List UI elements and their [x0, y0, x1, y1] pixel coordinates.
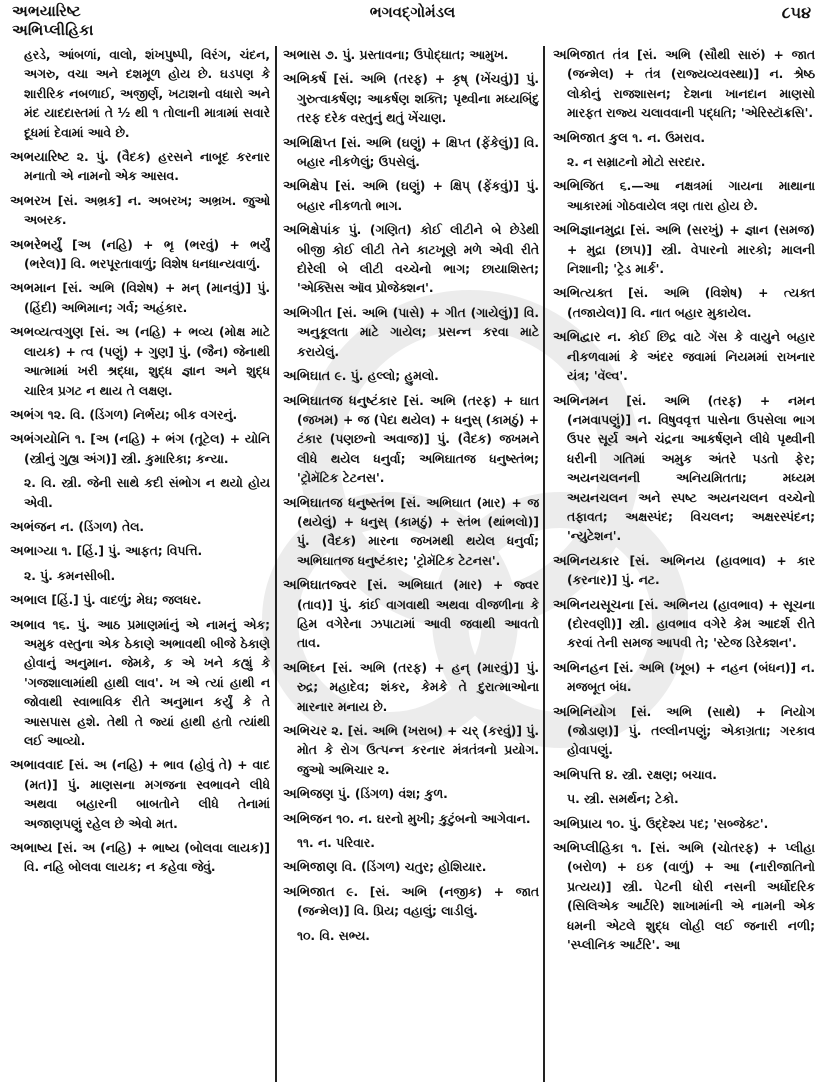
dictionary-entry	[553, 552, 815, 591]
dictionary-column-3	[553, 46, 815, 1086]
dictionary-entry	[553, 177, 815, 216]
column-divider	[543, 46, 545, 1082]
entry-definition: [સં. અભિ (તરફ) + ઘાત (જખમ) + જ (પેદા થયેલ) + ધનુસ્ (કામઠું) + ટંકાર (પણછનો અવાજ)] પું. (વૈદક) જખમને લીધે થયેલ ધનુર્વા; અભિઘાતજ ધનુષ્સ્તંભ; 'ટ્રોમૅટિક ટેટનસ'.	[297, 393, 539, 486]
entry-definition: ૯. [સં. અભિ (નજીક) + જાત (જન્મેલ)] વિ. પ્રિય; વહાલું; લાડીલું.	[297, 884, 539, 919]
entry-definition: ન. (ડિંગળ) તેલ.	[60, 519, 145, 534]
entry-headword: અભિઘાત	[283, 369, 331, 385]
entry-headword: અભિકર્ષ	[283, 72, 327, 88]
entry-headword: અભમાન	[10, 281, 57, 297]
dictionary-entry	[553, 46, 815, 124]
dictionary-entry	[283, 883, 539, 922]
entry-definition: ૨. પું. (વૈદક) હરસને નાબૂદ કરનાર મનાતો એ નામનો એક આસવ.	[24, 150, 270, 184]
entry-definition: [સં. અ (નહિ) + ભાવ (હોવું તે) + વાદ (મત)] પું. માણસના મગજના સ્વભાવને લીધે અથવા બહારની બાબતોને લીધે તેનામાં અજાણપણું રહેલ છે એવો મત.	[24, 758, 270, 831]
entry-definition: ૧. [અ (નહિ) + ભંગ (તૂટેલ) + યોનિ (સ્ત્રીનું ગુહ્ય અંગ)] સ્ત્રી. કુમારિકા; કન્યા.	[24, 432, 270, 466]
entry-definition: [સં. અભિ (તરફ) + હન્ (મારવું)] પું. રુદ્ર; મહાદેવ; શંકર, કેમકે તે દુરાત્માઓના મારનાર મનાય છે.	[297, 660, 539, 714]
dictionary-entry	[283, 46, 539, 65]
dictionary-entry	[553, 328, 815, 386]
dictionary-entry	[553, 129, 815, 148]
entry-headword: અભવ્યત્વગુણ	[10, 325, 84, 341]
dictionary-entry	[10, 756, 270, 834]
dictionary-entry	[553, 703, 815, 761]
dictionary-entry	[10, 236, 270, 275]
entry-definition: ૨. ન સમ્રાટનો મોટો સરદાર.	[567, 155, 706, 170]
entry-headword: અભાવ	[10, 617, 46, 633]
dictionary-entry	[553, 392, 815, 547]
entry-headword: અભરેભર્યું	[10, 237, 62, 253]
entry-headword: અભિઘાતજ્વર	[283, 578, 357, 594]
dictionary-entry	[553, 284, 815, 323]
entry-headword: અભિત્યક્ત	[553, 286, 613, 302]
dictionary-entry	[283, 494, 539, 572]
entry-definition: [સં. અભિ (પાસે) + ગીત (ગાયેલું)] વિ. અનુકૂલતા માટે ગાયેલ; પ્રસન્ન કરવા માટે કરાયેલું.	[297, 305, 539, 359]
entry-headword: અભાલ	[10, 593, 48, 609]
dictionary-entry	[283, 304, 539, 362]
dictionary-column-2	[283, 46, 539, 1086]
dictionary-entry	[283, 722, 539, 780]
entry-definition: [સં. અભિ (ઘણું) + ક્ષિપ્ત (ફેંકેલું)] વિ. બહાર નીકળેલું; ઉપસેલું.	[297, 135, 539, 170]
entry-definition: [સં. અભિ (સૌથી સારું) + જાત (જન્મેલ) + તંત્ર (રાજ્યવ્યવસ્થા)] ન. શ્રેષ્ઠ લોકોનું રાજશાસન; દેશના ખાનદાન માણસો મારફત રાજ્ય ચલાવવાની પદ્ધતિ; 'એરિસ્ટૉક્રસિ'.	[567, 48, 815, 121]
entry-headword: અભિનયકાર	[553, 553, 620, 569]
entry-headword: અભિગીત	[283, 305, 332, 321]
entry-headword: અભિપત્તિ	[553, 767, 602, 783]
entry-headword: અભિજિત	[553, 179, 604, 195]
entry-definition: ૧. ન. ઉમરાવ.	[632, 130, 706, 145]
dictionary-entry	[283, 134, 539, 173]
dictionary-entry	[10, 839, 270, 878]
entry-headword: અભિક્ષિપ્ત	[283, 135, 337, 151]
dictionary-entry	[553, 766, 815, 785]
dictionary-entry	[10, 591, 270, 610]
entry-definition: [સં. અભિ (સાથે) + નિયોગ (જોડાણ)] પું. તલ્લીનપણું; એકાગ્રતા; ગરકાવ હોવાપણું.	[567, 704, 815, 758]
dictionary-entry	[10, 474, 270, 513]
dictionary-entry	[10, 192, 270, 231]
dictionary-entry	[10, 567, 270, 586]
entry-headword: અભિનહન	[553, 660, 609, 676]
entry-headword: અભિદ્વાર	[553, 330, 601, 346]
dictionary-entry	[10, 148, 270, 187]
entry-headword: અભાવવાદ	[10, 758, 64, 774]
entry-definition: ૧૧. ન. પરિવાર.	[297, 836, 375, 851]
entry-headword: અભરખ	[10, 193, 52, 209]
dictionary-entry	[553, 815, 815, 834]
entry-definition: વિ. (ડિંગળ) ચતુર; હોશિયાર.	[341, 860, 487, 875]
entry-headword: અભિક્ષેપ	[283, 179, 328, 195]
guide-word-first: અભયારિષ્ટ	[12, 2, 81, 20]
dictionary-entry	[283, 659, 539, 717]
entry-definition: [સં. અભિ (ખૂબ) + નહન (બંધન)] ન. મજબૂત બંધ.	[567, 660, 815, 695]
entry-definition: ૫. સ્ત્રી. સમર્થન; ટેકો.	[567, 792, 679, 807]
dictionary-entry	[10, 430, 270, 469]
entry-headword: અભિનિયોગ	[553, 704, 616, 720]
entry-headword: અભિક્ષેપાંક	[283, 223, 341, 239]
entry-definition: [સં. અભિનય (હાવભાવ) + સૂચના (દોરવણી)] સ્ત્રી. હાવભાવ વગેરે કેમ આદર્શ રીતે કરવાં તેની સમજ આપવી તે; 'સ્ટેજ ડિરેક્શન'.	[567, 597, 815, 651]
entry-headword: અભિપ્લીહિકા	[553, 841, 624, 857]
entry-definition: [અ (નહિ) + ભૃ (ભરવું) + ભર્યું (ભરેલ)] વિ. ભરપૂરતાવાળું; વિશેષ ધનધાન્યવાળું.	[24, 237, 270, 272]
guide-word-last: અભિપ્લીહિકા	[12, 21, 94, 39]
entry-definition: [સં. અભિ (તરફ) + કૃષ્ (ખેંચવું)] પું. ગુરુત્વાકર્ષણ; આકર્ષણ શક્તિ; પૃથ્વીના મધ્યબિંદુ તરફ દરેક વસ્તુનું થતું ખેંચાણ.	[297, 72, 539, 126]
entry-headword: અભિજાત કુલ	[553, 130, 628, 146]
entry-definition: ૧૦. વિ. સભ્ય.	[297, 928, 370, 943]
dictionary-entry	[10, 279, 270, 318]
entry-definition: ૧. [સં. અભિ (ચોતરફ) + પ્લીહા (બરોળ) + ઇક (વાળું) + આ (નારીજાતિનો પ્રત્યય)] સ્ત્રી. પેટની ધોરી નસની અર્ધોદરિક (સિલિએક આર્ટરિ) શાખામાંની એ નામની એક ધમની એટલે શુદ્ધ લોહી લઈ જનારી નળી; 'સ્પ્લીનિક આર્ટરિ'. આ	[567, 841, 815, 953]
entry-definition: [હિં.] પું. વાદળું; મેઘ; જલધર.	[51, 593, 202, 608]
entry-headword: અભિજાત તંત્ર	[553, 48, 630, 63]
entry-headword: અભિજણ	[283, 787, 334, 803]
book-title: ભગવદ્ગોમંડલ	[369, 3, 456, 21]
entry-headword: અભિજાત	[283, 884, 335, 900]
entry-headword: અભિનમન	[553, 393, 609, 409]
entry-definition: [સં. અ (નહિ) + ભાષ્ય (બોલવા લાયક)] વિ. નહિ બોલવા લાયક; ન કહેવા જેવું.	[24, 841, 270, 875]
entry-definition: ૧૨. વિ. (ડિંગળ) નિર્ભય; બીક વગરનું.	[47, 407, 238, 422]
dictionary-entry	[283, 367, 539, 386]
entry-definition: ૨. [સં. અભિ (ખરાબ) + ચર્ (કરવું)] પું. મોત કે રોગ ઉત્પન્ન કરનાર મંત્રતંત્રનો પ્રયોગ. જુઓ અભિચાર ૨.	[297, 724, 539, 777]
entry-headword: અભિનયસૂચના	[553, 597, 634, 613]
dictionary-entry	[283, 834, 539, 853]
dictionary-column-1	[10, 46, 270, 1086]
entry-definition: [સં. અભિ (તરફ) + નમન (નમવાપણું)] ન. વિષુવવૃત્ત પાસેના ઉપસેલા ભાગ ઉપર સૂર્ય અને ચંદ્રના આકર્ષણને લીધે પૃથ્વીની ધરીની ગતિમાં અમુક અંતરે પડતો ફેર; અયનચલનની અનિયમિતતા; મધ્યમ અયનચલન અને સ્પષ્ટ અયનચલન વચ્ચેનો તફાવત; અક્ષસ્પંદ; વિચલન; અક્ષરસ્પંદન; 'ન્યુટેશન'.	[567, 393, 815, 544]
entry-definition: ૨. વિ. સ્ત્રી. જેની સાથે કદી સંભોગ ન થયો હોય એવી.	[24, 476, 270, 510]
entry-headword: અભાષ્ય	[10, 841, 53, 857]
entry-headword: અભિઘાતજ ધનુષ્સ્તંભ	[283, 495, 395, 511]
entry-definition: [સં. અભિઘાત (માર) + જ (થયેલું) + ધનુસ્ (કામઠું) + સ્તંભ (થાંભલો)] પું. (વૈદક) મારના જખમથી થયેલ ધનુર્વા; અભિઘાતજ ધનુષ્ટંકાર; 'ટ્રોમૅટિક ટેટનસ'.	[297, 495, 539, 568]
entry-definition: હરડે, આંબળાં, વાલો, શંખપુષ્પી, વિરંગ, ચંદન, અગરુ, વચા અને દશમૂળ હોય છે. ઘડપણ કે શારીરિક નબળાઈ, અજીર્ણ, ખટાશનો વધારો અને મંદ યાદદાસ્તમાં તે ½ થી ૧ તોલાની માત્રામાં સવારે દૂધમાં દેવામાં આવે છે.	[24, 48, 270, 140]
entry-definition: ૧૦. ન. ઘરનો મુખી; કુટુંબનો આગેવાન.	[336, 811, 531, 826]
dictionary-entry	[10, 518, 270, 537]
dictionary-entry	[283, 177, 539, 216]
entry-headword: અભિઘાતજ ધનુષ્ટંકાર	[283, 393, 398, 409]
dictionary-entry	[10, 323, 270, 401]
dictionary-entry	[10, 406, 270, 425]
dictionary-entry	[283, 810, 539, 829]
entry-definition: ૧૬. પું. આઠ પ્રમાણમાંનું એ નામનું એક; અમુક વસ્તુના એક ઠેકાણે અભાવથી બીજે ઠેકાણે હોવાનું અનુમાન. જેમકે, ક એ ખને કહ્યું કે 'ગજશાલામાંથી હાથી લાવ'. ખ એ ત્યાં હાથી ન જોવાથી સ્વાભાવિક રીતે અનુમાન કર્યું કે તે આસપાસ હશે. તેથી તે જ્યાં હાથી હતો ત્યાંથી લઈ આવ્યો.	[24, 617, 270, 748]
entry-headword: અભાગ્યા	[10, 544, 58, 560]
dictionary-entry	[553, 153, 815, 172]
dictionary-entry	[553, 596, 815, 654]
entry-definition: [સં. અભ્રક] ન. અબરખ; અભ્રખ. જુઓ અબરક.	[24, 193, 270, 228]
entry-definition: ૧૦. પું. ઉદ્દેશ્ય પદ; 'સબ્જેક્ટ'.	[606, 816, 769, 831]
entry-headword: અભયારિષ્ટ	[10, 150, 70, 166]
entry-headword: અભિચર	[283, 724, 328, 739]
entry-headword: અભંગ	[10, 407, 44, 423]
page-number: ૮૫૪	[781, 3, 811, 22]
entry-headword: અભંગયોનિ	[10, 432, 70, 448]
dictionary-entry	[283, 858, 539, 877]
entry-headword: અભિઘ્ન	[283, 660, 326, 676]
entry-definition: [સં. અભિ (વિશેષ) + મન્ (માનવું)] પું. (હિંદી) અભિમાન; ગર્વ; અહંકાર.	[24, 281, 270, 315]
entry-definition: ૬.—આ નક્ષત્રમાં ગાયના માથાના આકારમાં ગોઠવાયેલ ત્રણ તારા હોય છે.	[567, 179, 815, 213]
dictionary-entry	[553, 659, 815, 698]
dictionary-entry	[553, 221, 815, 279]
entry-definition: ૯. પું. હલ્લો; હુમલો.	[334, 369, 439, 384]
dictionary-entry	[10, 46, 270, 143]
entry-definition: પું. (ડિંગળ) વંશ; કુળ.	[337, 787, 448, 802]
entry-headword: અભિપ્રાય	[553, 816, 603, 832]
dictionary-entry	[553, 839, 815, 955]
dictionary-entry	[283, 576, 539, 654]
entry-headword: અભંજન	[10, 519, 56, 535]
entry-definition: [સં. અભિઘાત (માર) + જ્વર (તાવ)] પું. કાંઈ વાગવાથી અથવા વીજળીના કે હિમ વગેરેના ઝપાટામાં આવી જવાથી આવતો તાવ.	[297, 578, 539, 651]
entry-definition: ૨. પું. કમનસીબી.	[24, 568, 116, 583]
entry-definition: ૪. સ્ત્રી. રક્ષણ; બચાવ.	[605, 767, 717, 782]
dictionary-entry	[553, 790, 815, 809]
entry-headword: અભિજાણ	[283, 860, 338, 876]
entry-definition: [સં. અભિ (વિશેષ) + ત્યક્ત (તજાયેલ)] વિ. નાત બહાર મુકાયેલ.	[567, 286, 815, 320]
entry-definition: [સં. અભિ (સરખું) + જ્ઞાન (સમજ) + મુદ્રા (છાપ)] સ્ત્રી. વેપારનો મારકો; માલની નિશાની; 'ટ્રેડ માર્ક'.	[567, 223, 815, 277]
dictionary-entry	[283, 785, 539, 804]
page-header	[0, 0, 825, 44]
dictionary-entry	[283, 927, 539, 946]
dictionary-entry	[283, 221, 539, 299]
entry-definition: [સં. અભિનય (હાવભાવ) + કાર (કરનાર)] પું. નટ.	[567, 553, 815, 588]
entry-definition: ૧. [હિં.] પું. આફત; વિપત્તિ.	[61, 544, 203, 559]
entry-definition: પું. (ગણિત) કોઈ લીટીને બે છેડેથી બીજી કોઈ લીટી તેને કાટખૂણે મળે એવી રીતે દોરેલી બે લીટી વચ્ચેનો ભાગ; છાયાશિસ્ત; 'એક્સિસ ઑવ પ્રોજેક્શન'.	[297, 223, 539, 296]
entry-definition: ન. કોઈ છિદ્ર વાટે ગૅસ કે વાયુને બહાર નીકળવામાં કે અંદર જવામાં નિયમમાં રાખનાર યંત્ર; 'વૅલ્વ'.	[567, 330, 815, 384]
column-divider	[275, 46, 277, 1082]
entry-headword: અભિજ્ઞાનમુદ્રા	[553, 223, 625, 239]
dictionary-entry	[283, 392, 539, 489]
entry-headword: અભાસ	[283, 48, 321, 63]
dictionary-entry	[10, 616, 270, 752]
dictionary-entry	[283, 70, 539, 128]
entry-definition: [સં. અભિ (ઘણું) + ક્ષિપ્ (ફેંકવું)] પું. બહાર નીકળતો ભાગ.	[297, 179, 539, 213]
dictionary-entry	[10, 542, 270, 561]
entry-definition: [સં. અ (નહિ) + ભવ્ય (મોક્ષ માટે લાયક) + ત્વ (પણું) + ગુણ] પું. (જૈન) જેનાથી આત્મામાં ખરી શ્રદ્ધા, શુદ્ધ જ્ઞાન અને શુદ્ધ ચારિત્ર પ્રગટ ન થાય તે લક્ષણ.	[24, 325, 270, 398]
entry-headword: અભિજન	[283, 811, 332, 827]
entry-definition: ૭. પું. પ્રસ્તાવના; ઉપોદ્ઘાત; આમુખ.	[325, 48, 509, 62]
